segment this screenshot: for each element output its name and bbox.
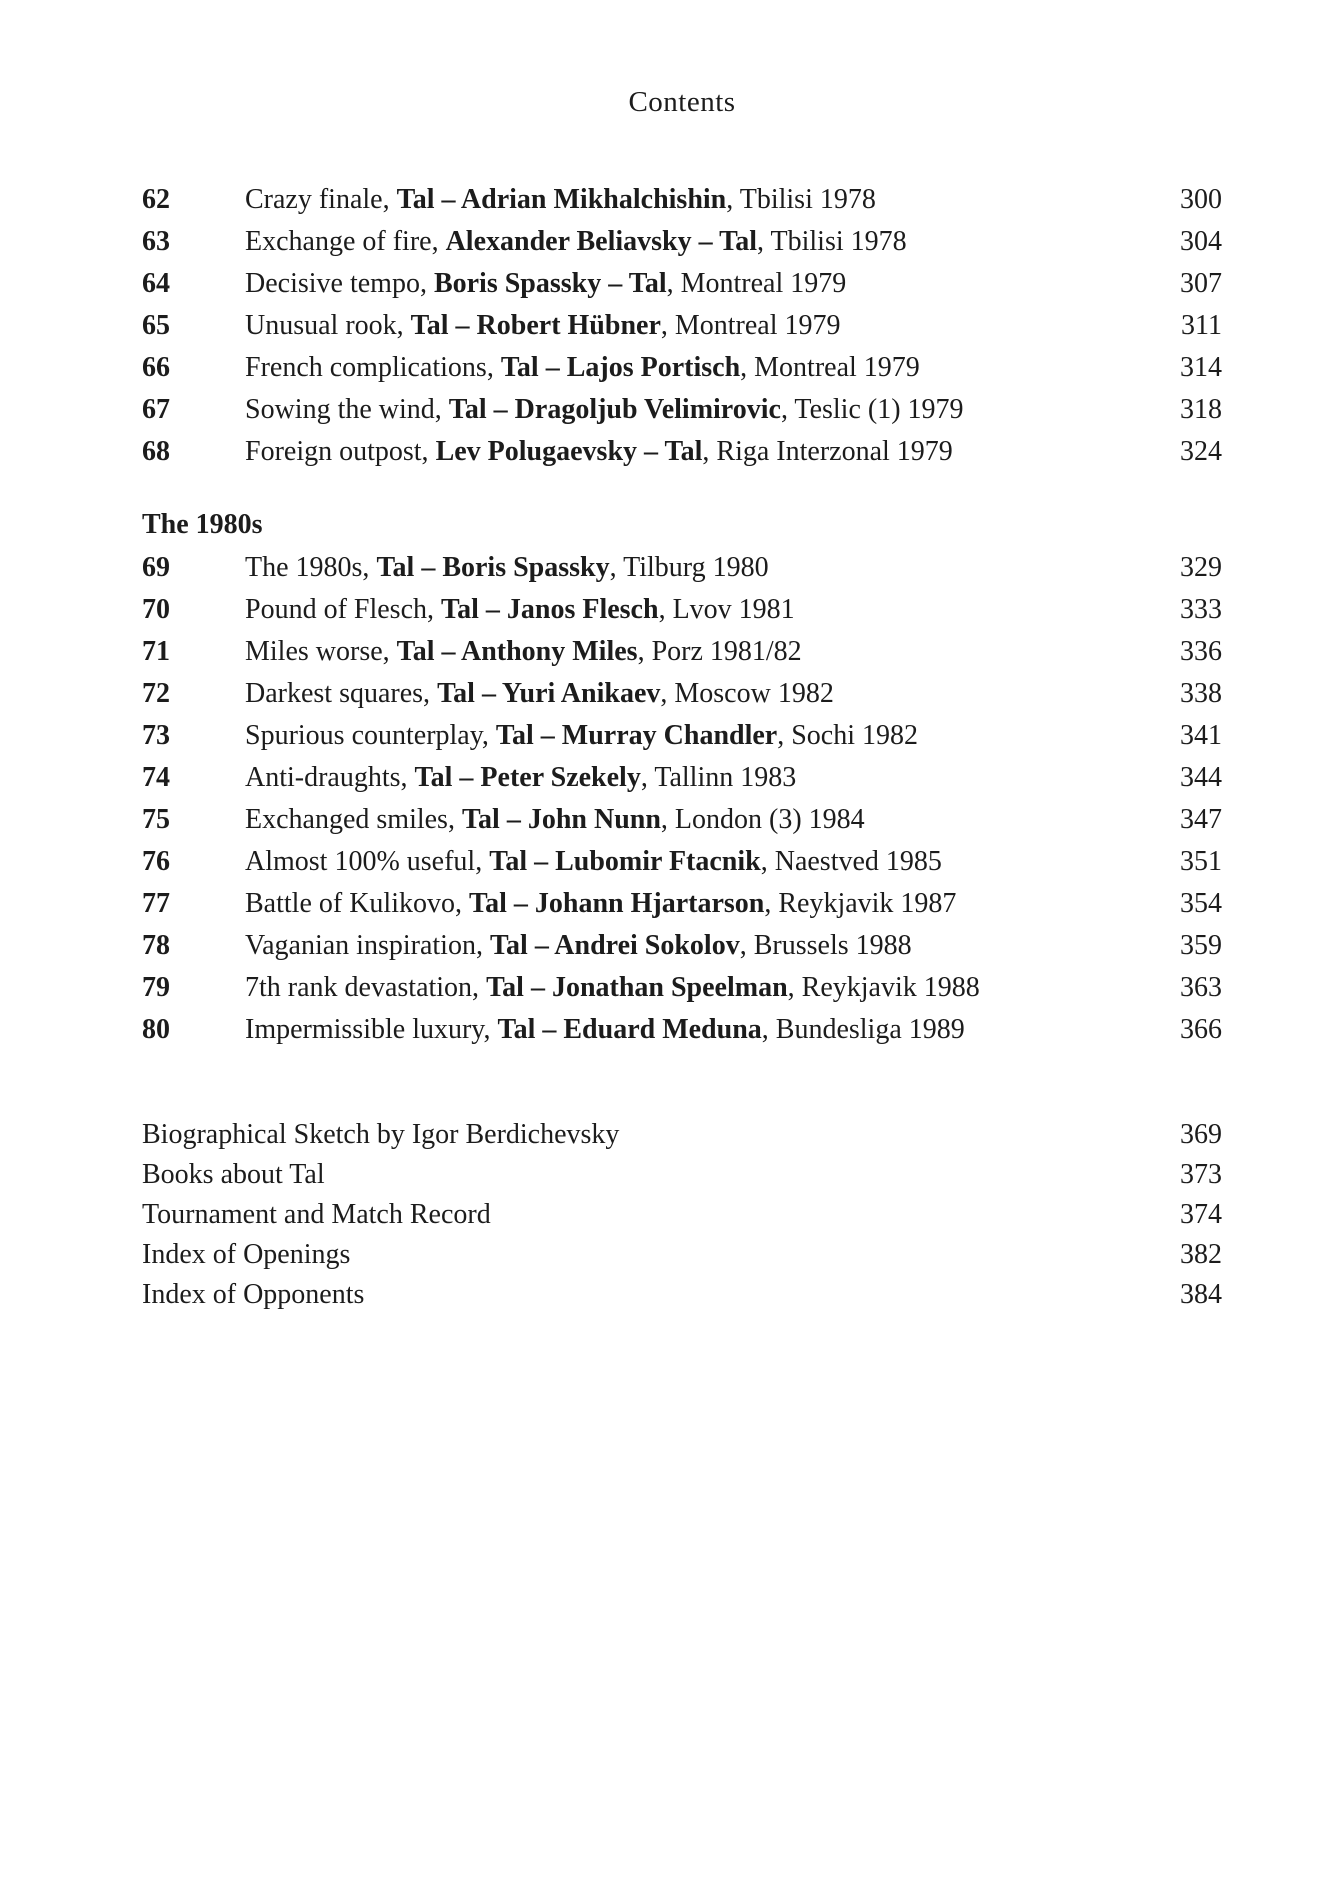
game-number: 70 (142, 594, 170, 625)
game-page-number: 304 (1180, 226, 1222, 257)
toc-row (142, 883, 1222, 925)
backmatter-page-number: 384 (1180, 1279, 1222, 1310)
backmatter-page-number: 382 (1180, 1239, 1222, 1270)
game-title-prefix: Decisive tempo, (245, 268, 434, 299)
toc-row (142, 305, 1222, 347)
game-page-number: 354 (1180, 888, 1222, 919)
game-number: 62 (142, 184, 170, 215)
game-title-suffix: , Montreal 1979 (740, 352, 920, 383)
game-page-number: 311 (1181, 310, 1222, 341)
game-page-number: 351 (1180, 846, 1222, 877)
game-page-number: 329 (1180, 552, 1222, 583)
game-title (245, 547, 1142, 589)
game-players: Tal – Anthony Miles (396, 636, 638, 667)
game-players: Tal – Murray Chandler (495, 720, 778, 751)
toc-row (142, 263, 1222, 305)
game-page-number: 300 (1180, 184, 1222, 215)
game-players: Tal – Jonathan Speelman (486, 972, 788, 1003)
game-title-suffix: , Reykjavik 1987 (764, 888, 957, 919)
game-players: Tal – Lajos Portisch (500, 352, 741, 383)
backmatter-row (142, 1195, 1222, 1235)
toc-section-1970s (142, 179, 1222, 473)
game-title-suffix: , Teslic (1) 1979 (780, 394, 964, 425)
backmatter-row (142, 1275, 1222, 1315)
game-title (245, 673, 1142, 715)
backmatter-page-number: 374 (1180, 1199, 1222, 1230)
game-title-suffix: , Tbilisi 1978 (726, 184, 876, 215)
toc-row (142, 179, 1222, 221)
game-title-suffix: , Montreal 1979 (666, 268, 847, 299)
game-page-number: 314 (1180, 352, 1222, 383)
game-title (245, 925, 1142, 967)
game-title-prefix: Vaganian inspiration, (245, 930, 490, 961)
game-number: 66 (142, 352, 170, 383)
game-title-suffix: , Reykjavik 1988 (787, 972, 980, 1003)
game-title-prefix: French complications, (245, 352, 501, 383)
game-title-prefix: Darkest squares, (245, 678, 438, 709)
game-title-prefix: Sowing the wind, (245, 394, 449, 425)
contents-block (142, 0, 1222, 1315)
game-title-prefix: Almost 100% useful, (245, 846, 490, 877)
game-title-prefix: 7th rank devastation, (245, 972, 487, 1003)
game-number: 78 (142, 930, 170, 961)
game-page-number: 347 (1180, 804, 1222, 835)
game-number: 71 (142, 636, 170, 667)
toc-row (142, 757, 1222, 799)
game-title-prefix: Exchange of fire, (245, 226, 446, 257)
game-number: 74 (142, 762, 170, 793)
game-players: Tal – Dragoljub Velimirovic (448, 394, 781, 425)
toc-row (142, 431, 1222, 473)
game-title-prefix: Impermissible luxury, (245, 1014, 498, 1045)
toc-row (142, 799, 1222, 841)
backmatter-row (142, 1235, 1222, 1275)
game-title-suffix: , London (3) 1984 (660, 804, 865, 835)
backmatter-label: Index of Opponents (142, 1279, 365, 1310)
game-title (245, 389, 1142, 431)
game-title-prefix: Battle of Kulikovo, (245, 888, 469, 919)
toc-row (142, 1009, 1222, 1051)
backmatter-page-number: 369 (1180, 1119, 1222, 1150)
game-number: 75 (142, 804, 170, 835)
backmatter-label: Biographical Sketch by Igor Berdichevsky (142, 1119, 620, 1150)
game-number: 67 (142, 394, 170, 425)
game-page-number: 336 (1180, 636, 1222, 667)
game-number: 63 (142, 226, 170, 257)
game-players: Tal – Adrian Mikhalchishin (396, 184, 727, 215)
game-title (245, 221, 1142, 263)
game-players: Tal – John Nunn (461, 804, 661, 835)
game-players: Tal – Lubomir Ftacnik (489, 846, 761, 877)
toc-row (142, 547, 1222, 589)
toc-row (142, 389, 1222, 431)
game-number: 65 (142, 310, 170, 341)
game-players: Tal – Boris Spassky (376, 552, 610, 583)
toc-row (142, 221, 1222, 263)
game-title-suffix: , Sochi 1982 (777, 720, 919, 751)
game-players: Tal – Janos Flesch (441, 594, 659, 625)
game-players: Boris Spassky – Tal (433, 268, 667, 299)
game-page-number: 363 (1180, 972, 1222, 1003)
game-title-prefix: Spurious counterplay, (245, 720, 496, 751)
game-page-number: 344 (1180, 762, 1222, 793)
game-page-number: 318 (1180, 394, 1222, 425)
game-title (245, 715, 1142, 757)
game-title-suffix: , Tilburg 1980 (609, 552, 769, 583)
game-players: Tal – Johann Hjartarson (468, 888, 765, 919)
game-title-suffix: , Tbilisi 1978 (757, 226, 907, 257)
backmatter-label: Index of Openings (142, 1239, 351, 1270)
game-title (245, 589, 1142, 631)
game-title-prefix: Crazy finale, (245, 184, 397, 215)
game-number: 79 (142, 972, 170, 1003)
game-title (245, 305, 1142, 347)
backmatter-row (142, 1155, 1222, 1195)
game-players: Lev Polugaevsky – Tal (435, 436, 703, 467)
game-title (245, 799, 1142, 841)
toc-row (142, 841, 1222, 883)
game-page-number: 341 (1180, 720, 1222, 751)
toc-row (142, 673, 1222, 715)
game-players: Tal – Robert Hübner (410, 310, 661, 341)
game-page-number: 359 (1180, 930, 1222, 961)
toc-row (142, 589, 1222, 631)
game-title (245, 631, 1142, 673)
back-matter-list (142, 1115, 1222, 1315)
game-number: 64 (142, 268, 170, 299)
game-title-suffix: , Riga Interzonal 1979 (702, 436, 953, 467)
game-title-prefix: Exchanged smiles, (245, 804, 462, 835)
game-title-prefix: The 1980s, (245, 552, 377, 583)
game-title-suffix: , Bundesliga 1989 (761, 1014, 965, 1045)
game-players: Tal – Yuri Anikaev (437, 678, 661, 709)
game-number: 68 (142, 436, 170, 467)
game-number: 80 (142, 1014, 170, 1045)
game-title (245, 1009, 1142, 1051)
game-page-number: 338 (1180, 678, 1222, 709)
game-title-prefix: Foreign outpost, (245, 436, 436, 467)
game-title-suffix: , Naestved 1985 (760, 846, 942, 877)
game-number: 77 (142, 888, 170, 919)
game-title (245, 757, 1142, 799)
game-number: 72 (142, 678, 170, 709)
toc-row (142, 925, 1222, 967)
game-title (245, 431, 1142, 473)
game-title (245, 841, 1142, 883)
toc-row (142, 347, 1222, 389)
game-number: 76 (142, 846, 170, 877)
game-title (245, 263, 1142, 305)
game-page-number: 324 (1180, 436, 1222, 467)
game-title-prefix: Miles worse, (245, 636, 397, 667)
backmatter-row (142, 1115, 1222, 1155)
game-players: Tal – Andrei Sokolov (489, 930, 740, 961)
game-title-suffix: , Tallinn 1983 (640, 762, 797, 793)
toc-row (142, 631, 1222, 673)
game-players: Alexander Beliavsky – Tal (445, 226, 758, 257)
game-title-prefix: Unusual rook, (245, 310, 411, 341)
game-players: Tal – Peter Szekely (414, 762, 641, 793)
game-title (245, 179, 1142, 221)
game-title (245, 347, 1142, 389)
game-title (245, 967, 1142, 1009)
backmatter-label: Books about Tal (142, 1159, 325, 1190)
toc-section-1980s (142, 547, 1222, 1051)
game-title-prefix: Anti-draughts, (245, 762, 415, 793)
game-title-suffix: , Moscow 1982 (660, 678, 834, 709)
game-title-suffix: , Montreal 1979 (660, 310, 841, 341)
game-title (245, 883, 1142, 925)
toc-row (142, 715, 1222, 757)
game-page-number: 366 (1180, 1014, 1222, 1045)
game-title-suffix: , Brussels 1988 (739, 930, 912, 961)
game-number: 73 (142, 720, 170, 751)
backmatter-page-number: 373 (1180, 1159, 1222, 1190)
page-title: Contents (628, 86, 736, 118)
game-title-suffix: , Porz 1981/82 (637, 636, 802, 667)
backmatter-label: Tournament and Match Record (142, 1199, 491, 1230)
game-page-number: 307 (1180, 268, 1222, 299)
game-players: Tal – Eduard Meduna (497, 1014, 762, 1045)
game-page-number: 333 (1180, 594, 1222, 625)
game-title-suffix: , Lvov 1981 (658, 594, 795, 625)
game-title-prefix: Pound of Flesch, (245, 594, 441, 625)
game-number: 69 (142, 552, 170, 583)
section-header-1980s: The 1980s (142, 509, 263, 540)
toc-row (142, 967, 1222, 1009)
